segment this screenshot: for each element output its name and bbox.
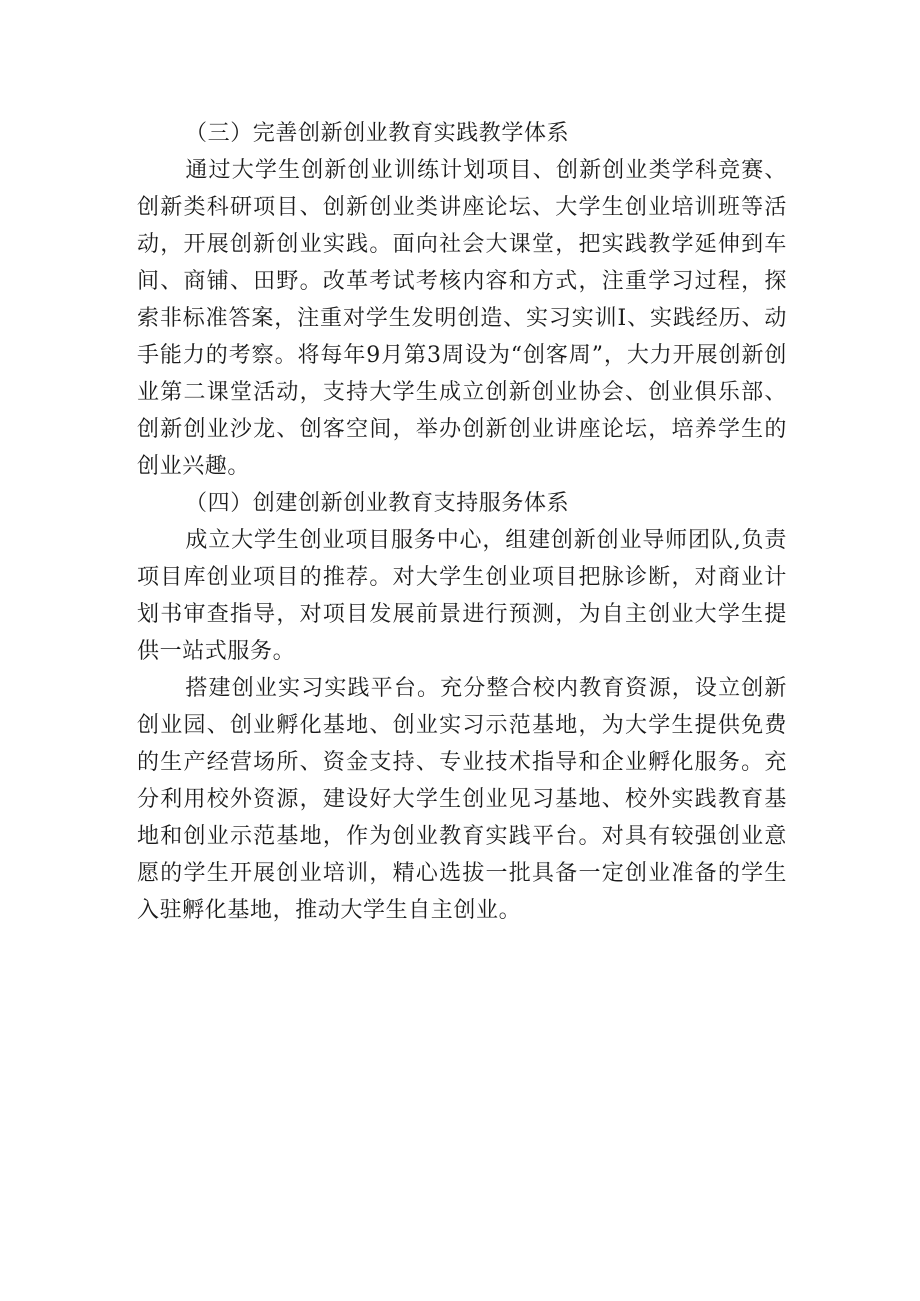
section-4-paragraph-2: 搭建创业实习实践平台。充分整合校内教育资源，设立创新创业园、创业孵化基地、创业实习示范基地，为大学生提供免费的生产经营场所、资金支持、专业技术指导和企业孵化服务。充分利用校外资源，建设好大学生创业见习基地、校外实践教育基地和创业示范基地，作为创业教育实践平台。对具有较强创业意愿的学生开展创业培训，精心选拔一批具备一定创业准备的学生入驻孵化基地，推动大学生自主创业。 [137, 676, 787, 923]
section-3-paragraph-1: 通过大学生创新创业训练计划项目、创新创业类学科竞赛、创新类科研项目、创新创业类讲座论坛、大学生创业培训班等活动，开展创新创业实践。面向社会大课堂，把实践教学延伸到车间、商铺、田野。改革考试考核内容和方式，注重学习过程，探索非标准答案，注重对学生发明创造、实习实训I、实践经历、动手能力的考察。将每年9月第3周设为“创客周”，大力开展创新创业第二课堂活动，支持大学生成立创新创业协会、创业俱乐部、创新创业沙龙、创客空间，举办创新创业讲座论坛，培养学生的创业兴趣。 [137, 158, 787, 479]
document-body [137, 115, 787, 929]
section-3-heading: （三）完善创新创业教育实践教学体系 [185, 121, 570, 146]
section-4-heading: （四）创建创新创业教育支持服务体系 [185, 491, 570, 516]
section-4-paragraph-1: 成立大学生创业项目服务中心，组建创新创业导师团队,负责项目库创业项目的推荐。对大学生创业项目把脉诊断，对商业计划书审查指导，对项目发展前景进行预测，为自主创业大学生提供一站式服务。 [137, 528, 787, 664]
